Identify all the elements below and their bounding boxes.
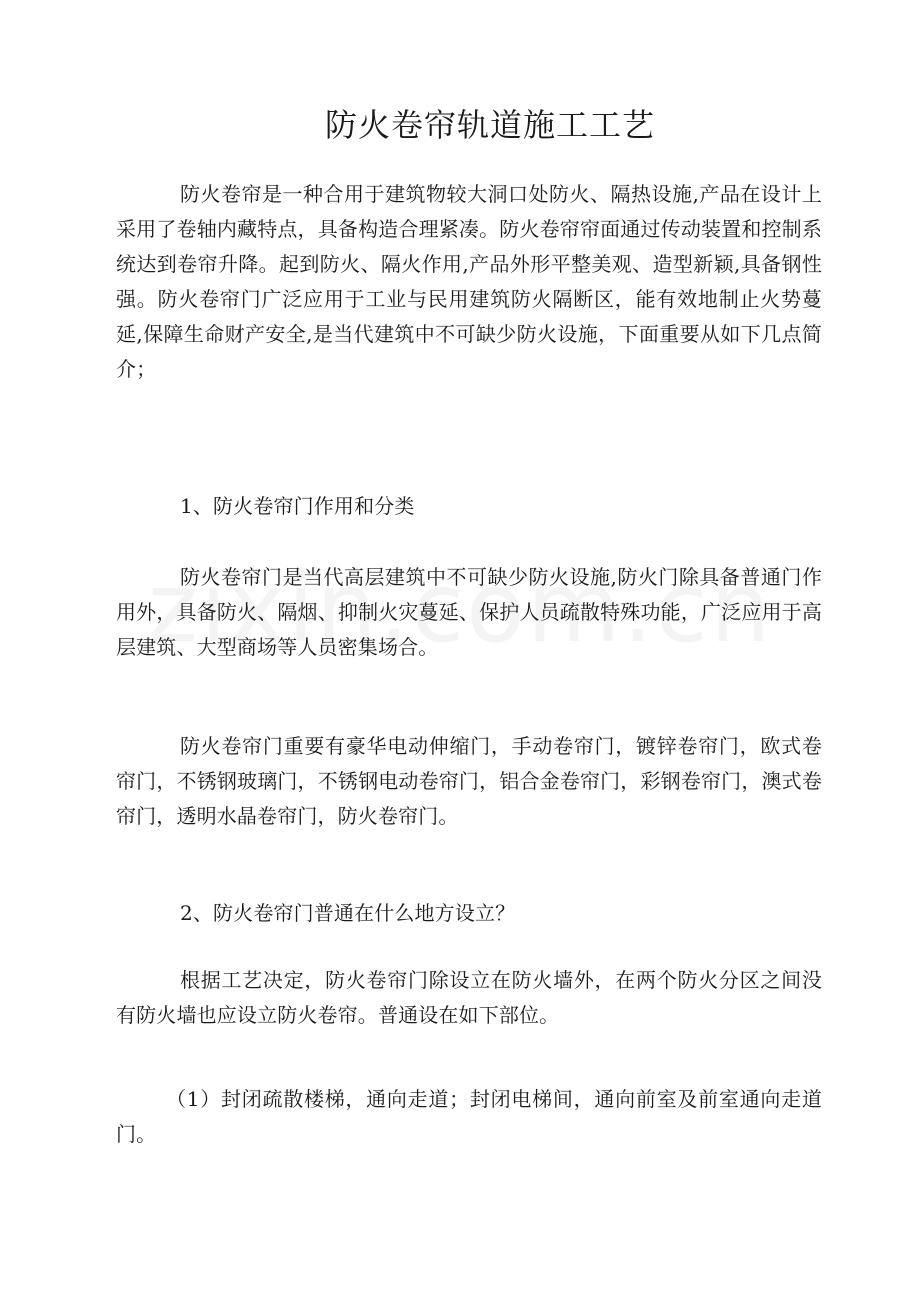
section-heading-1: 1、防火卷帘门作用和分类 bbox=[180, 494, 415, 518]
section-heading-2: 2、防火卷帘门普通在什么地方设立？ bbox=[180, 901, 516, 925]
paragraph-types: 防火卷帘门重要有豪华电动伸缩门，手动卷帘门，镀锌卷帘门，欧式卷帘门，不锈钢玻璃门，不锈钢电动卷帘门，铝合金卷帘门，彩钢卷帘门，澳式卷帘门，透明水晶卷帘门，防火卷帘门。 bbox=[116, 734, 822, 828]
document-title: 防火卷帘轨道施工工艺 bbox=[324, 106, 655, 144]
paragraph-item-1: （1）封闭疏散楼梯，通向走道；封闭电梯间，通向前室及前室通向走道门。 bbox=[116, 1087, 822, 1146]
paragraph-location: 根据工艺决定，防火卷帘门除设立在防火墙外，在两个防火分区之间没有防火墙也应设立防火卷帘。普通设在如下部位。 bbox=[116, 968, 822, 1027]
paragraph-function: 防火卷帘门是当代高层建筑中不可缺少防火设施,防火门除具备普通门作用外，具备防火、隔烟、抑制火灾蔓延、保护人员疏散特殊功能，广泛应用于高层建筑、大型商场等人员密集场合。 bbox=[116, 565, 822, 659]
paragraph-intro: 防火卷帘是一种合用于建筑物较大洞口处防火、隔热设施,产品在设计上采用了卷轴内藏特点，具备构造合理紧凑。防火卷帘帘面通过传动装置和控制系统达到卷帘升降。起到防火、隔火作用,产品外形平整美观、造型新颖,具备钢性强。防火卷帘门广泛应用于工业与民用建筑防火隔断区，能有效地制止火势蔓延,保障生命财产安全,是当代建筑中不可缺少防火设施，下面重要从如下几点简介； bbox=[116, 182, 822, 381]
